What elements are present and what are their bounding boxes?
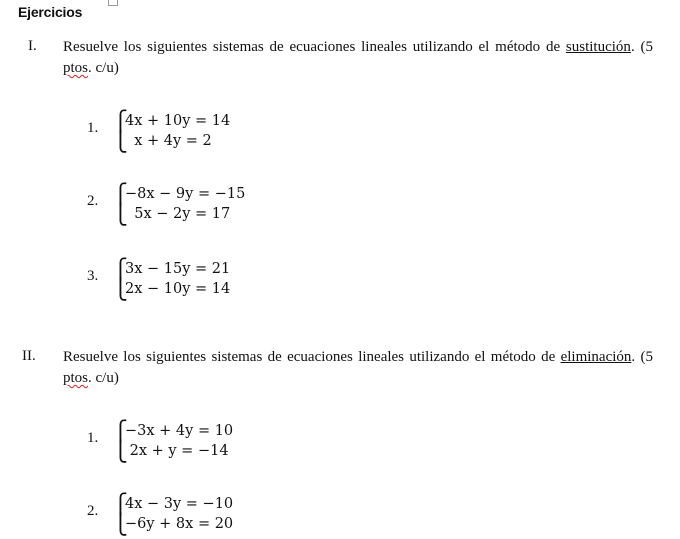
instruction-text-end: . c/u)	[88, 370, 119, 386]
section-instruction	[63, 347, 653, 389]
equation-line: x + 4y = 2	[125, 133, 212, 149]
equation-line: 4x + 10y = 14	[125, 113, 231, 129]
equation-line: −6y + 8x = 20	[125, 516, 234, 532]
instruction-text-after: . (5	[630, 39, 653, 55]
equation-line: 2x + y = −14	[125, 443, 229, 459]
text-cursor-box	[108, 0, 118, 6]
method-name: eliminación	[560, 349, 632, 365]
method-name: sustitución	[565, 39, 631, 55]
section-numeral: I.	[28, 38, 37, 54]
instruction-text: Resuelve los siguientes sistemas de ecuaciones lineales utilizando el método de	[63, 39, 566, 55]
item-number: 3.	[87, 268, 99, 284]
equation-line: 2x − 10y = 14	[125, 281, 231, 297]
equation-line: 4x − 3y = −10	[125, 496, 234, 512]
left-brace: ⎧ ⎩	[113, 109, 128, 153]
left-brace: ⎧ ⎩	[113, 257, 128, 301]
instruction-text-end: . c/u)	[88, 60, 119, 76]
equation-line: 3x − 15y = 21	[125, 261, 231, 277]
equation-line: −3x + 4y = 10	[125, 423, 234, 439]
left-brace: ⎧ ⎩	[113, 182, 128, 226]
section-instruction	[63, 37, 653, 79]
instruction-text-after: . (5	[631, 349, 653, 365]
instruction-text: Resuelve los siguientes sistemas de ecuaciones lineales utilizando el método de	[63, 349, 561, 365]
left-brace: ⎧ ⎩	[113, 419, 128, 463]
item-number: 2.	[87, 193, 99, 209]
equation-line: −8x − 9y = −15	[125, 186, 246, 202]
equation-line: 5x − 2y = 17	[125, 206, 231, 222]
item-number: 1.	[87, 430, 99, 446]
left-brace: ⎧ ⎩	[113, 492, 128, 536]
spellcheck-word: ptos	[63, 370, 89, 386]
spellcheck-word: ptos	[63, 60, 89, 76]
item-number: 1.	[87, 120, 99, 136]
item-number: 2.	[87, 503, 99, 519]
page-title: Ejercicios	[18, 4, 83, 20]
section-numeral: II.	[22, 348, 36, 364]
